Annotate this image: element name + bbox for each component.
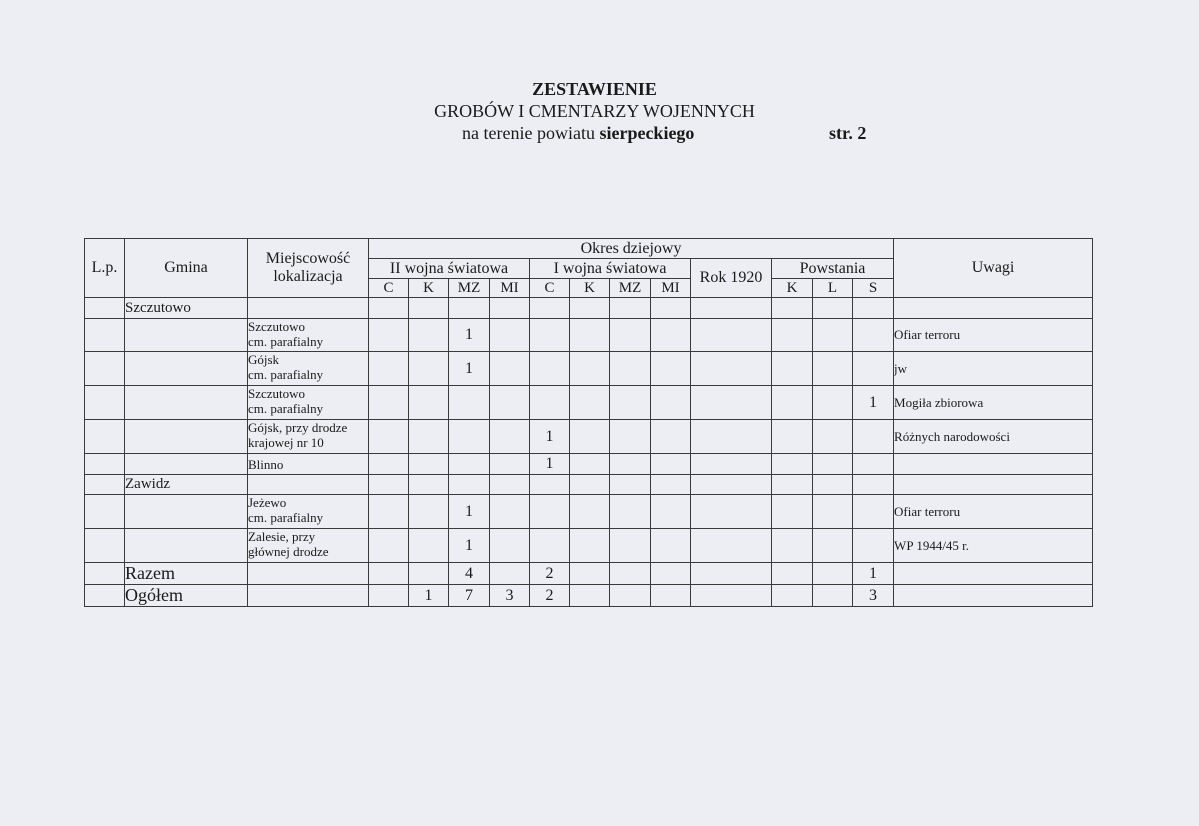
gmina-name: Szczutowo <box>125 298 248 319</box>
location-name: Szczutowo <box>248 319 306 334</box>
ww2-mz-value: 1 <box>449 352 490 386</box>
ww2-mz-value: 1 <box>449 529 490 563</box>
col-ww2-mi: MI <box>490 279 530 298</box>
razem-ww1-c: 2 <box>530 563 570 585</box>
col-lp: L.p. <box>85 239 125 298</box>
gmina-row <box>85 475 1093 495</box>
location-cell <box>248 454 369 475</box>
ww1-c-value: 1 <box>530 420 570 454</box>
pow-s-value <box>853 420 894 454</box>
col-miejscowosc-line1: Miejscowość <box>265 250 351 267</box>
area-prefix: na terenie powiatu <box>462 123 595 143</box>
page-number: str. 2 <box>829 123 867 143</box>
location-name: Jeżewo <box>248 495 287 510</box>
table-row <box>85 352 1093 386</box>
col-ww1-mi: MI <box>651 279 691 298</box>
location-detail: cm. parafialny <box>248 401 324 416</box>
ww2-mz-value <box>449 420 490 454</box>
location-detail: głównej drodze <box>248 544 329 559</box>
ww1-c-value <box>530 386 570 420</box>
ww1-c-value <box>530 495 570 529</box>
ogolem-ww2-mi: 3 <box>490 585 530 607</box>
location-detail: krajowej nr 10 <box>248 435 324 450</box>
location-name: Gójsk, przy drodze <box>248 420 348 435</box>
ogolem-label: Ogółem <box>125 585 248 607</box>
col-ww2-k: K <box>409 279 449 298</box>
razem-ww2-mz: 4 <box>449 563 490 585</box>
ww2-mz-value <box>449 386 490 420</box>
graves-table <box>84 238 1093 607</box>
location-cell <box>248 352 369 386</box>
ogolem-ww1-c: 2 <box>530 585 570 607</box>
col-lokalizacja-line2: lokalizacja <box>273 268 343 285</box>
ww1-c-value: 1 <box>530 454 570 475</box>
header-line-3 <box>0 122 1199 144</box>
col-uwagi: Uwagi <box>894 239 1093 298</box>
note-cell: Ofiar terroru <box>894 495 1093 529</box>
note-cell <box>894 454 1093 475</box>
note-cell: Ofiar terroru <box>894 319 1093 352</box>
location-detail: cm. parafialny <box>248 334 324 349</box>
location-cell <box>248 529 369 563</box>
table-row <box>85 529 1093 563</box>
ww1-c-value <box>530 529 570 563</box>
ww1-c-value <box>530 319 570 352</box>
col-okres-dziejowy: Okres dziejowy <box>369 239 894 259</box>
ww2-mz-value: 1 <box>449 319 490 352</box>
location-name: Blinno <box>248 456 284 472</box>
location-name: Gójsk <box>248 352 280 367</box>
area-name: sierpeckiego <box>599 123 695 143</box>
pow-s-value <box>853 319 894 352</box>
col-pow-k: K <box>772 279 813 298</box>
table-body <box>85 298 1093 607</box>
location-cell <box>248 495 369 529</box>
pow-s-value <box>853 352 894 386</box>
note-cell: WP 1944/45 r. <box>894 529 1093 563</box>
col-ww2-c: C <box>369 279 409 298</box>
col-ww1: I wojna światowa <box>530 259 691 279</box>
ogolem-ww2-k: 1 <box>409 585 449 607</box>
table-head <box>85 239 1093 298</box>
note-cell: Mogiła zbiorowa <box>894 386 1093 420</box>
table-row <box>85 495 1093 529</box>
pow-s-value: 1 <box>853 386 894 420</box>
col-ww1-mz: MZ <box>610 279 651 298</box>
col-miejscowosc <box>248 239 369 298</box>
table-row <box>85 386 1093 420</box>
location-cell <box>248 319 369 352</box>
location-name: Zalesie, przy <box>248 529 316 544</box>
razem-pow-s: 1 <box>853 563 894 585</box>
table-row <box>85 454 1093 475</box>
ogolem-ww2-mz: 7 <box>449 585 490 607</box>
ww1-c-value <box>530 352 570 386</box>
area-text <box>462 122 694 144</box>
table-row <box>85 420 1093 454</box>
col-powstania: Powstania <box>772 259 894 279</box>
gmina-row <box>85 298 1093 319</box>
location-cell <box>248 386 369 420</box>
col-pow-s: S <box>853 279 894 298</box>
ww2-mz-value: 1 <box>449 495 490 529</box>
col-ww1-c: C <box>530 279 570 298</box>
col-ww1-k: K <box>570 279 610 298</box>
location-name: Szczutowo <box>248 386 306 401</box>
location-cell <box>248 420 369 454</box>
pow-s-value <box>853 454 894 475</box>
note-cell: jw <box>894 352 1093 386</box>
pow-s-value <box>853 529 894 563</box>
location-detail: cm. parafialny <box>248 510 324 525</box>
pow-s-value <box>853 495 894 529</box>
note-cell: Różnych narodowości <box>894 420 1093 454</box>
razem-label: Razem <box>125 563 248 585</box>
col-rok1920: Rok 1920 <box>691 259 772 298</box>
ww2-mz-value <box>449 454 490 475</box>
ogolem-pow-s: 3 <box>853 585 894 607</box>
gmina-name: Zawidz <box>125 475 248 495</box>
ogolem-row <box>85 585 1093 607</box>
document-title: ZESTAWIENIE <box>532 79 657 99</box>
document-header <box>0 78 1199 144</box>
document-subtitle: GROBÓW I CMENTARZY WOJENNYCH <box>434 101 755 121</box>
col-ww2-mz: MZ <box>449 279 490 298</box>
col-pow-l: L <box>813 279 853 298</box>
razem-row <box>85 563 1093 585</box>
table-row <box>85 319 1093 352</box>
col-ww2: II wojna światowa <box>369 259 530 279</box>
location-detail: cm. parafialny <box>248 367 324 382</box>
col-gmina: Gmina <box>125 239 248 298</box>
